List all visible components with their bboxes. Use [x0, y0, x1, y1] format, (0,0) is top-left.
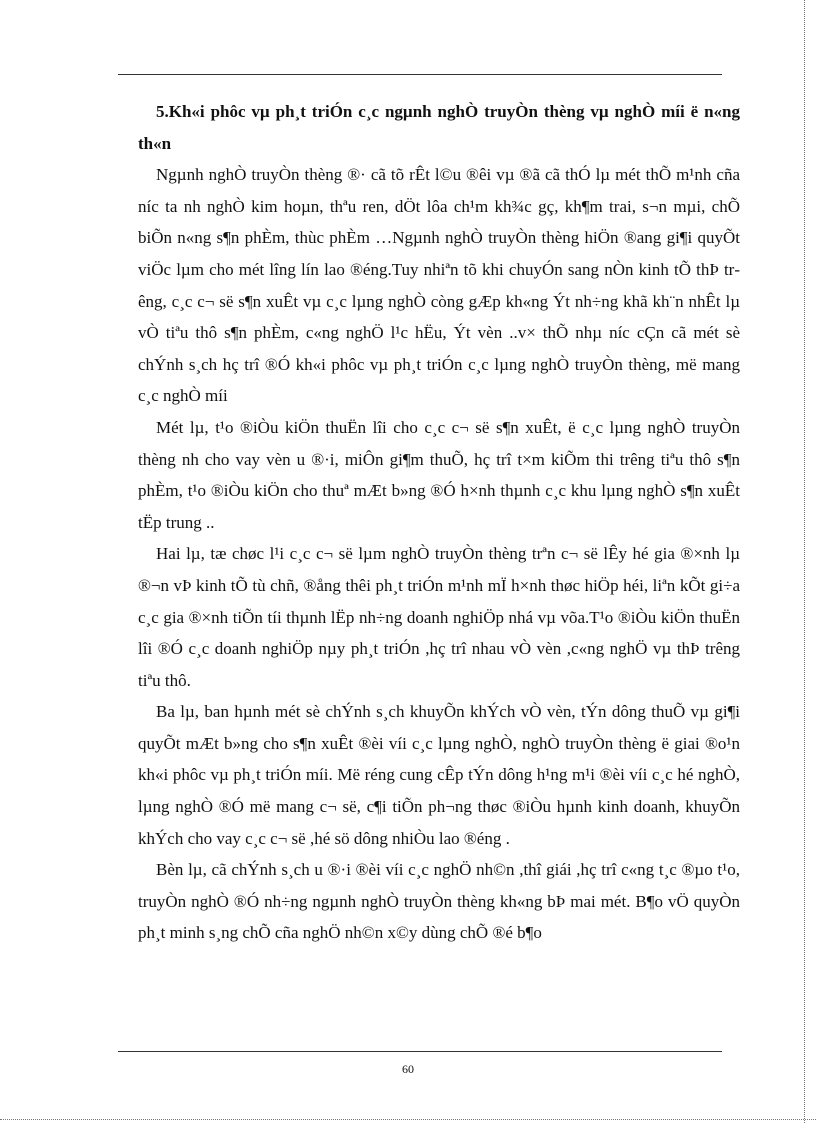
footer-rule	[118, 1051, 722, 1052]
page-edge-right	[804, 0, 805, 1123]
section-heading: 5.Kh«i phôc vµ ph¸t triÓn c¸c ngµnh nghÒ truyÒn thèng vµ nghÒ míi ë n«ng th«n	[138, 102, 740, 153]
paragraph-three: Ba lµ, ban hµnh mét sè chÝnh s¸ch khuyÕn khÝch vÒ vèn, tÝn dông thuÕ vµ gi¶i quyÕt mÆt b»ng cho s¶n xuÊt ®èi víi c¸c lµng nghÒ, nghÒ truyÒn thèng ë giai ®o¹n kh«i phôc vµ ph¸t triÓn míi. Më réng cung cÊp tÝn dông h¹ng m¹i ®èi víi c¸c hé nghÒ, lµng nghÒ ®Ó më mang c¬ së, c¶i tiÕn ph¬ng thøc ®iÒu hµnh kinh doanh, khuyÕn khÝch cho vay c¸c c¬ së ,hé sö dông nhiÒu lao ®éng .	[138, 702, 740, 848]
header-rule	[118, 74, 722, 75]
page-number: 60	[402, 1062, 414, 1076]
paragraph-four: Bèn lµ, cã chÝnh s¸ch u ®·i ®èi víi c¸c nghÖ nh©n ,thî giái ,hç trî c«ng t¸c ®µo t¹o, truyÒn nghÒ ®Ó nh÷ng ngµnh nghÒ truyÒn thèng kh«ng bÞ mai mét. B¶o vÖ quyÒn ph¸t minh s¸ng chÕ cña nghÖ nh©n x©y dùng chÕ ®é b¶o	[138, 860, 740, 943]
page-body	[138, 96, 740, 949]
paragraph-two: Hai lµ, tæ chøc l¹i c¸c c¬ së lµm nghÒ truyÒn thèng trªn c¬ së lÊy hé gia ®×nh lµ ®¬n vÞ kinh tÕ tù chñ, ®ång thêi ph¸t triÓn m¹nh mÏ h×nh thøc hiÖp héi, liªn kÕt gi÷a c¸c gia ®×nh tiÕn tíi thµnh lËp nh÷ng doanh nghiÖp nhá vµ võa.T¹o ®iÒu kiÖn thuËn lîi ®Ó c¸c doanh nghiÖp nµy ph¸t triÓn ,hç trî nhau vÒ vèn ,c«ng nghÖ vµ thÞ trêng tiªu thô.	[138, 544, 740, 690]
paragraph-intro: Ngµnh nghÒ truyÒn thèng ®· cã tõ rÊt l©u ®êi vµ ®ã cã thÓ lµ mét thÕ m¹nh cña níc ta nh nghÒ kim hoµn, thªu ren, dÖt lôa ch¹m kh¾c gç, kh¶m trai, s¬n mµi, chÕ biÕn n«ng s¶n phÈm, thùc phÈm …Ngµnh nghÒ truyÒn thèng hiÖn ®ang gi¶i quyÕt viÖc lµm cho mét lîng lín lao ®éng.Tuy nhiªn tõ khi chuyÓn sang nÒn kinh tÕ thÞ trêng, c¸c c¬ së s¶n xuÊt vµ c¸c lµng nghÒ còng gÆp kh«ng Ýt nh÷ng khã kh¨n nhÊt lµ vÒ tiªu thô s¶n phÈm, c«ng nghÖ l¹c hËu, Ýt vèn ..v× thÕ nhµ níc cÇn cã mét sè chÝnh s¸ch hç trî ®Ó kh«i phôc vµ ph¸t triÓn c¸c lµng nghÒ truyÒn thèng, më mang c¸c nghÒ míi	[138, 165, 740, 406]
paragraph-one: Mét lµ, t¹o ®iÒu kiÖn thuËn lîi cho c¸c c¬ së s¶n xuÊt, ë c¸c lµng nghÒ truyÒn thèng nh cho vay vèn u ®·i, miÔn gi¶m thuÕ, hç trî t×m kiÕm thi trêng tiªu thô s¶n phÈm, t¹o ®iÒu kiÖn cho thuª mÆt b»ng ®Ó h×nh thµnh c¸c khu lµng nghÒ s¶n xuÊt tËp trung ..	[138, 417, 740, 532]
page-edge-bottom	[0, 1119, 816, 1120]
